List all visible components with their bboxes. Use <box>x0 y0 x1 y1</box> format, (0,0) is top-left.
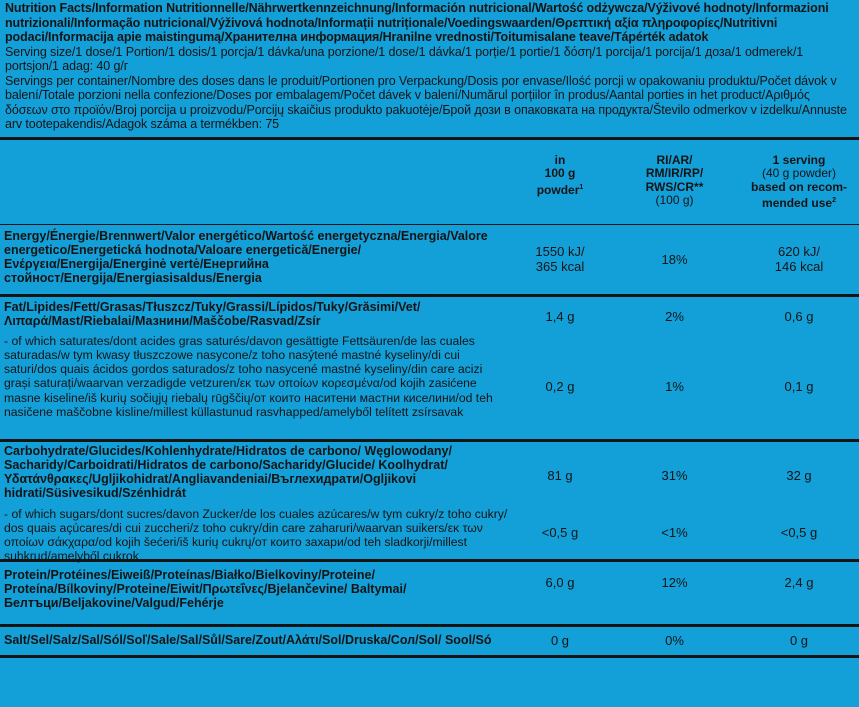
divider <box>0 655 859 658</box>
nutrient-label: Fat/Lipides/Fett/Grasas/Tłuszcz/Tuky/Grassi/Lípidos/Tuky/Grăsimi/Vet/Λιπαρά/Mast/Riebalai/Мазнини/Maščobe/Rasvad/Zsír <box>4 299 421 328</box>
column-header-per-100g: in 100 g powder$^1$ <box>536 152 584 197</box>
serving-size: Serving size/1 dose/1 Portion/1 dosis/1 porcja/1 dávka/una porzione/1 dose/1 dávka/1 porție/1 portie/1 δόση/1 porcija/1 porcija/1 доза/1 odmerek/1 portsjon/1 adag: 40 g/г <box>5 44 804 73</box>
nutrient-row-salt <box>0 627 859 655</box>
value-per-serving: 0,1 g <box>784 378 814 394</box>
value-per-100g: 0,2 g <box>545 378 575 394</box>
value-per-serving: 0 g <box>789 633 809 648</box>
value-reference-intake: 18% <box>661 251 688 267</box>
value-reference-intake: <1% <box>661 525 688 540</box>
nutrient-label: Energy/Énergie/Brennwert/Valor energético/Wartość energetyczna/Energia/Valore energetico/Energetická hodnota/Valoare energetică/Energie/Ενέργεια/Energija/Energinė vertė/Енергийна стойност/Energija/Energiasisaldus/Energia <box>4 228 488 286</box>
nutrient-label: - of which sugars/dont sucres/davon Zucker/de los cuales azúcares/w tym cukry/z toho cukry/ dos quais açúcares/di cui zuccheri/z toho cukry/din care zaharuri/waarvan suikers/εκ των οποίων σάκχαρα/od kojih šećeri/iš kurių cukrų/от които захари/od teh sladkorji/millest suhkrud/amelyből cukrok <box>4 506 508 564</box>
value-per-serving: 32 g <box>786 467 812 483</box>
value-per-100g: 6,0 g <box>545 574 575 590</box>
value-per-serving: 0,6 g <box>784 309 814 324</box>
value-per-100g: <0,5 g <box>541 525 579 540</box>
nutrient-row-protein <box>0 562 859 624</box>
nutrient-row-sugars <box>0 506 859 564</box>
column-header-per-serving: 1 serving (40 g powder) based on recom- mended use$^2$ <box>750 152 848 210</box>
servings-per-container: Servings per container/Nombre des doses dans le produit/Portionen pro Verpackung/Dosis por envase/Ilość porcji w opakowaniu produktu/Počet dávok v balení/Totale porzioni nella confezione/Doses por embalagem/Počet dávek v balení/Numărul porțiilor în produs/Aantal porties in het product/Αριθμός δόσεων στο προϊόν/Broj porcija u proizvodu/Porcijų skaičius produkto pakuotėje/Брой дози в опаковката на продукта/Število odmerkov v izdelku/Annuste arv tootepakendis/Adagok száma a termékben: 75 <box>5 73 847 131</box>
value-reference-intake: 1% <box>665 378 684 394</box>
nutrient-row-fat <box>0 297 859 334</box>
nutrient-row-energy <box>0 225 859 294</box>
value-reference-intake: 2% <box>665 309 684 324</box>
value-per-100g: 1550 kJ/ 365 kcal <box>535 244 585 274</box>
nutrient-row-saturates <box>0 334 859 439</box>
value-per-100g: 0 g <box>550 633 570 648</box>
nutrient-row-carbohydrate <box>0 442 859 507</box>
nutrient-label: Protein/Protéines/Eiweiß/Proteínas/Białko/Bielkoviny/Proteine/ Proteína/Bílkoviny/Proteine/Eiwit/Πρωτεΐνες/Bjelančevine/ Baltymai/Белтъци/Beljakovine/Valgud/Fehérje <box>4 567 407 611</box>
value-per-serving: <0,5 g <box>780 525 818 540</box>
column-header-nutrient <box>0 140 510 224</box>
value-per-100g: 81 g <box>547 467 573 483</box>
value-reference-intake: 12% <box>661 574 688 590</box>
label-header <box>0 0 859 132</box>
nutrient-label: Carbohydrate/Glucides/Kohlenhydrate/Hidratos de carbono/ Węglowodany/ Sacharidy/Carboidrati/Hidratos de carbono/Sacharidy/Glucide/ Koolhydrat/Υδατάνθρακες/Ugljikohidrat/Angliavandeniai/Въглехидрати/Ogljikovi hidrati/Süsivesikud/Szénhidrát <box>4 443 452 501</box>
nutrient-label: - of which saturates/dont acides gras saturés/davon gesättigte Fettsäuren/de las cuales saturadas/w tym kwasy tłuszczowe nasycone/z toho nasýtené mastné kyseliny/di cui saturi/dos quais ácidos gordos saturados/z toho nasycené mastné kyseliny/din care acizi grași saturați/waarvan verzadigde vetzuren/εκ των οποίων κορεσμένα/od kojih zasićene masne kiseline/iš kurių sočiųjų riebalų rūgščių/от които наситени мастни киселини/od teh nasičene maščobne kisline/millest küllastunud rasvhapped/amelyből telített zsírsavak <box>4 333 493 419</box>
value-per-serving: 2,4 g <box>784 574 814 590</box>
nutrition-title: Nutrition Facts/Information Nutritionnelle/Nährwertkennzeichnung/Información nutricional/Wartość odżywcza/Výživové hodnoty/Informazioni nutrizionali/Informação nutricional/Výživová hodnota/Informații nutriționale/Voedingswaarden/Θρεπτική αξία πληροφορίες/Nutritivni podaci/Informacija apie maistingumą/Хранителна информация/Hranilne vrednosti/Toitumisalane teave/Tápérték adatok <box>5 1 829 44</box>
value-per-serving: 620 kJ/ 146 kcal <box>774 244 824 274</box>
nutrient-label: Salt/Sel/Salz/Sal/Sól/Soľ/Sale/Sal/Sůl/Sare/Zout/Αλάτι/Sol/Druska/Сол/Sol/ Sool/Só <box>4 633 492 648</box>
column-header-reference-intake: RI/AR/ RM/IR/RP/ RWS/CR** (100 g) <box>645 152 704 207</box>
value-per-100g: 1,4 g <box>545 309 575 324</box>
value-reference-intake: 0% <box>665 633 684 648</box>
value-reference-intake: 31% <box>661 467 688 483</box>
column-headers <box>0 140 859 224</box>
